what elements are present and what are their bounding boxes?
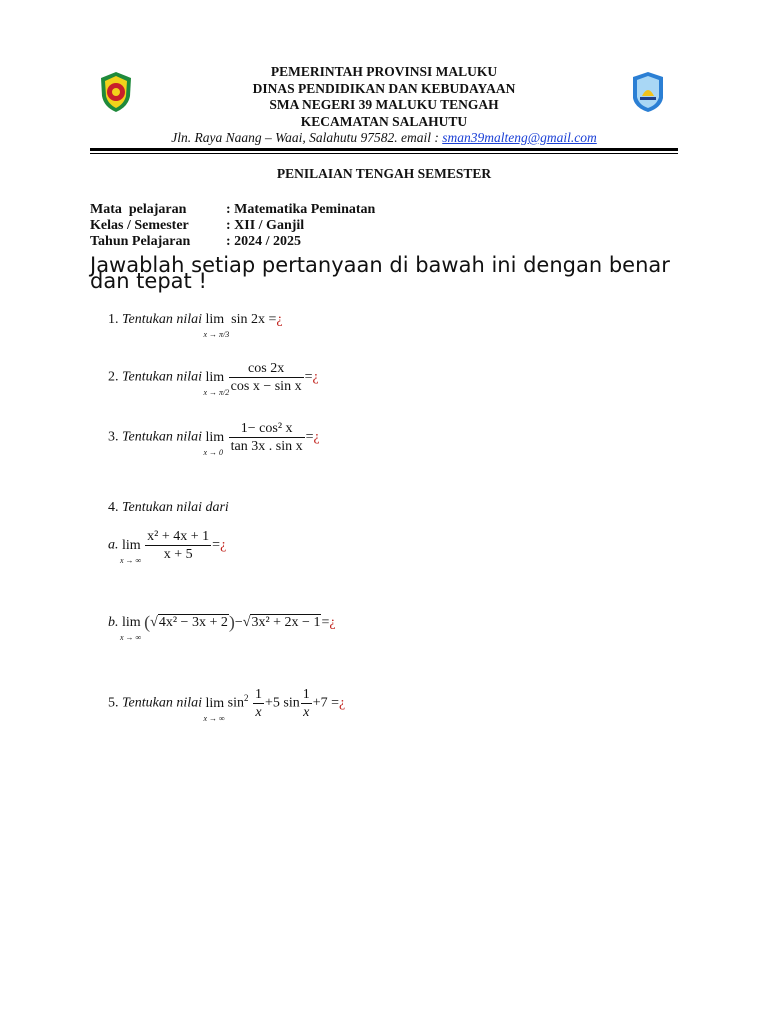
answer-mark: ¿	[329, 615, 336, 630]
limit-subscript: x → ∞	[120, 555, 142, 565]
question-prefix: Tentukan nilai	[122, 312, 202, 327]
denominator: x	[255, 705, 262, 720]
limit-operator	[203, 429, 225, 457]
fraction	[229, 420, 305, 455]
question-prefix: Tentukan nilai	[122, 429, 202, 445]
lim-text: lim	[122, 615, 141, 630]
info-label: Kelas / Semester	[90, 218, 189, 233]
question-prefix: Tentukan nilai	[122, 695, 202, 711]
lim-text: lim	[205, 695, 225, 711]
info-row-subject	[90, 202, 375, 218]
question-number: 4.	[108, 500, 119, 515]
equals-sign: =	[305, 429, 314, 445]
question-prefix: Tentukan nilai dari	[122, 500, 229, 515]
question-4	[108, 500, 229, 516]
limit-operator	[203, 369, 230, 397]
numerator: cos 2x	[229, 360, 304, 378]
limit-subscript: x → 0	[203, 447, 224, 457]
question-4b: b. lim x → ∞ (√4x² − 3x + 2)−√3x² + 2x − 1=¿	[108, 612, 336, 642]
limit-subscript: x → ∞	[120, 633, 142, 642]
answer-mark: ¿	[339, 695, 346, 711]
end-term: +7 =	[312, 695, 340, 711]
exam-info	[90, 202, 375, 250]
letterhead-line-1: PEMERINTAH PROVINSI MALUKU	[270, 64, 498, 79]
question-number: 5.	[108, 695, 119, 711]
letterhead	[120, 64, 648, 130]
limit-subscript: x → π/3	[203, 330, 230, 339]
denominator: x	[303, 705, 310, 720]
info-label: Tahun Pelajaran	[90, 234, 191, 249]
radicand-2: 3x² + 2x − 1	[251, 615, 321, 630]
numerator: x² + 4x + 1	[147, 529, 210, 544]
numerator: 1	[302, 687, 310, 702]
question-number: 2.	[108, 369, 119, 385]
question-1	[108, 312, 283, 339]
equals-sign: =	[212, 537, 221, 553]
left-paren: (	[144, 612, 151, 632]
lim-text: lim	[205, 312, 225, 327]
sub-question-label: a.	[108, 537, 119, 553]
lim-text: lim	[205, 369, 225, 385]
equals-sign: =	[321, 615, 330, 630]
question-number: 3.	[108, 429, 119, 445]
limit-operator	[120, 615, 142, 642]
info-label: Mata pelajaran	[90, 202, 187, 217]
limit-subscript: x → ∞	[203, 713, 225, 723]
middle-term: +5 sin	[265, 695, 300, 711]
info-row-class	[90, 218, 375, 234]
answer-mark: ¿	[312, 369, 319, 385]
fraction	[145, 528, 211, 563]
header-rule-thin	[90, 153, 678, 154]
answer-mark: ¿	[313, 429, 320, 445]
exponent: 2	[244, 693, 249, 704]
question-2	[108, 360, 319, 395]
fraction	[229, 360, 304, 395]
right-paren: )	[228, 612, 235, 632]
question-3	[108, 420, 320, 455]
question-4a	[108, 528, 226, 563]
fraction	[253, 686, 264, 721]
info-value: : XII / Ganjil	[226, 218, 305, 233]
letterhead-line-4: KECAMATAN SALAHUTU	[300, 113, 468, 129]
fraction	[301, 686, 312, 721]
limit-operator	[203, 312, 230, 339]
question-number: 1.	[108, 312, 119, 327]
exam-title: PENILAIAN TENGAH SEMESTER	[276, 166, 492, 181]
numerator: 1− cos² x	[229, 420, 305, 438]
denominator: x + 5	[163, 547, 193, 562]
email-link[interactable]: sman39malteng@gmail.com	[442, 130, 597, 145]
limit-subscript: x → π/2	[203, 387, 230, 397]
radicand-1: 4x² − 3x + 2	[158, 615, 228, 630]
equals-sign: =	[304, 369, 313, 385]
answer-mark: ¿	[220, 537, 227, 553]
limit-operator	[120, 537, 142, 565]
question-prefix: Tentukan nilai	[122, 369, 202, 385]
header-rule-thick	[90, 148, 678, 151]
minus-sign: −	[234, 615, 243, 630]
info-row-year	[90, 234, 375, 250]
question-expression: sin 2x =	[231, 312, 277, 327]
address-text: Jln. Raya Naang – Waai, Salahutu 97582. email :	[171, 130, 443, 145]
info-value: : Matematika Peminatan	[226, 202, 376, 217]
answer-mark: ¿	[276, 312, 283, 327]
denominator: tan 3x . sin x	[230, 439, 303, 454]
sin-function: sin	[227, 695, 245, 711]
letterhead-line-3: SMA NEGERI 39 MALUKU TENGAH	[269, 97, 499, 112]
question-5	[108, 686, 345, 721]
info-value: : 2024 / 2025	[226, 234, 302, 249]
lim-text: lim	[122, 537, 141, 553]
sub-question-label: b.	[108, 615, 119, 630]
numerator: 1	[255, 687, 263, 702]
denominator: cos x − sin x	[230, 379, 302, 394]
lim-text: lim	[205, 429, 225, 445]
limit-operator	[203, 695, 225, 723]
letterhead-address	[100, 130, 668, 146]
instruction-text: Jawablah setiap pertanyaan di bawah ini dengan benar dan tepat !	[90, 253, 670, 293]
letterhead-line-2: DINAS PENDIDIKAN DAN KEBUDAYAAN	[252, 80, 516, 96]
